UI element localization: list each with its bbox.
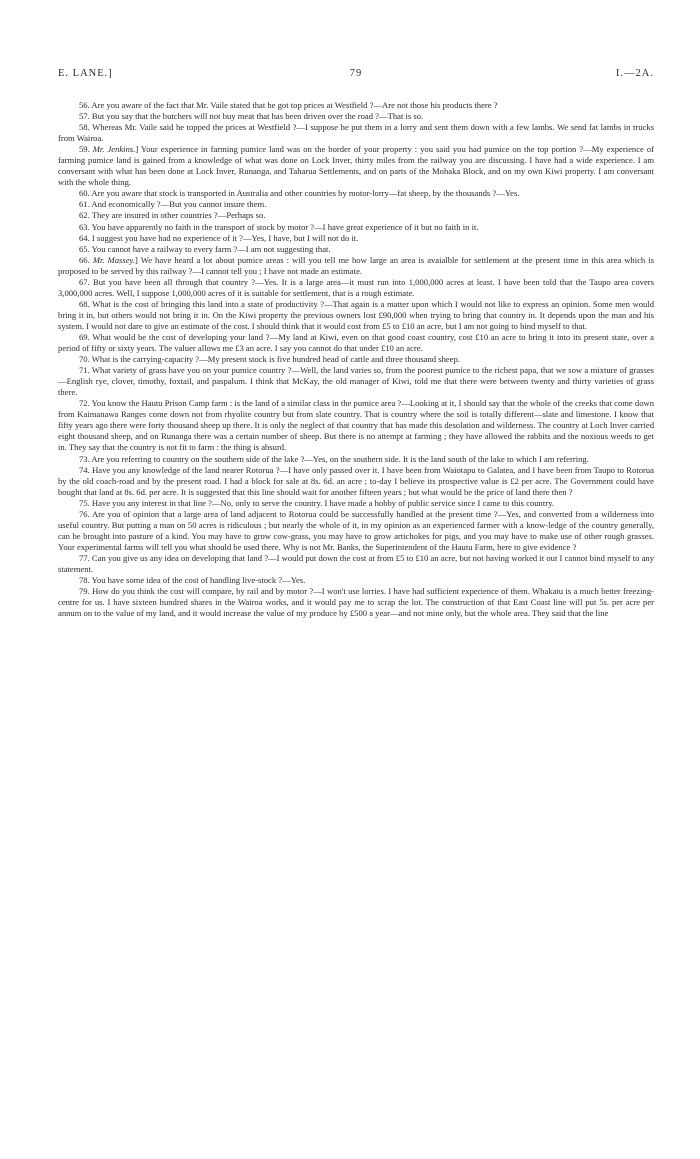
question-paragraph: 68. What is the cost of bringing this land into a state of productivity ?—That again is a matter upon which I would not like to express an opinion. Some men would bring it in, but others would not bring it in. On the Kiwi property the previous owners lost £90,000 when trying to bring that country in. It depends upon the man and his system. I would not dare to give an estimate of the cost. I should think that it would cost from £5 to £10 an acre, but I am not going to bind myself to that. <box>58 298 654 331</box>
question-paragraph: 63. You have apparently no faith in the transport of stock by motor ?—I have great experience of it but no faith in it. <box>79 221 479 232</box>
question-paragraph: 73. Are you referring to country on the southern side of the lake ?—Yes, on the southern side. It is the land south of the lake to which I am referring. <box>79 453 589 464</box>
witness-name-header: E. LANE.] <box>58 68 113 79</box>
question-paragraph: 69. What would be the cost of developing your land ?—My land at Kiwi, even on that good coast country, cost £10 an acre to bring it into its present state, over a period of fifty or sixty years. The valuer allows me £3 an acre. I say you cannot do that under £10 an acre. <box>58 331 654 354</box>
evidence-body <box>58 100 654 619</box>
page-number: 79 <box>349 68 363 79</box>
question-paragraph: 78. You have some idea of the cost of handling live-stock ?—Yes. <box>79 575 306 586</box>
question-paragraph: 59. Mr. Jenkins.] Your experience in farming pumice land was on the border of your property : you said you had pumice on the top portion ?—My experience of farming pumice land is gained from a knowledge of what was done on Lock Inver, thirty miles from the railway you are discussing. I have had a wide experience. I am conversant with what has been done at Lock Inver, Runanga, and Taharua Settlements, and on parts of the Mohaka Block, and on my own Kiwi property. I am conversant with the whole thing. <box>58 144 655 188</box>
question-paragraph: 76. Are you of opinion that a large area of land adjacent to Rotorua could be successfully handled at the present time ?—Yes, and converted from a wilderness into useful country. But putting a man on 50 acres is ridiculous ; but nearly the whole of it, in my opinion as an experienced farmer with a know-ledge of the country generally, can be brought into pasture of a kind. You may have to grow cow-grass, you may have to grow artichokes for pigs, and you may have to make use of other rough grasses. Your experimental farms will tell you what should be used there. Why is not Mr. Banks, the Superintendent of the Hautu Farm, here to give evidence ? <box>58 508 654 552</box>
question-paragraph: 64. I suggest you have had no experience of it ?—Yes, I have, but I will not do it. <box>79 232 359 243</box>
question-paragraph: 58. Whereas Mr. Vaile said he topped the prices at Westfield ?—I suppose he put them in a lorry and sent them down with a few lambs. We send fat lambs in trucks from Wairoa. <box>58 122 654 144</box>
speaker-name: Mr. Massey. <box>92 254 136 265</box>
question-paragraph: 62. They are insured in other countries ?—Perhaps so. <box>79 210 266 221</box>
question-paragraph: 57. But you say that the butchers will not buy meat that has been driven over the road ?—That is so. <box>79 111 424 122</box>
question-paragraph: 75. Have you any interest in that line ?—No, only to serve the country. I have made a hobby of public service since I came to this country. <box>79 497 554 508</box>
question-paragraph: 71. What variety of grass have you on your pumice country ?—Well, the land varies so, from the poorest pumice to the richest papa, that we sow a mixture of grasses—English rye, clover, timothy, foxtail, and paspalum. I think that McKay, the old manager of Kiwi, told me that there were between twenty and thirty varieties of grass there. <box>58 365 654 398</box>
running-head <box>58 68 654 84</box>
question-paragraph: 65. You cannot have a railway to every farm ?—I am not suggesting that. <box>79 243 331 254</box>
question-paragraph: 77. Can you give us any idea on developing that land ?—I would put down the cost at from £5 to £10 an acre, but not having worked it out I cannot bind myself to any statement. <box>58 552 654 574</box>
question-paragraph: 61. And economically ?—But you cannot insure them. <box>79 199 267 210</box>
question-paragraph: 66. Mr. Massey.] We have heard a lot about pumice areas : will you tell me how large an area is avaialble for settlement at the present time in this area which is proposed to be served by this railway ?—I cannot tell you ; I have not made an estimate. <box>58 254 655 276</box>
question-paragraph: 74. Have you any knowledge of the land nearer Rotorua ?—I have only passed over it. I have been from Waiotapu to Galatea, and I have been from Taupo to Rotorua by the old coach-road and by the present road. I had a block for sale at 8s. 6d. an acre ; to-day I believe its prospective value is £2 per acre. The Government could have bought that land at 8s. 6d. per acre. It is suggested that this line should wait for another fifteen years ; but what would be the price of land there then ? <box>58 464 654 497</box>
document-reference: I.—2A. <box>615 68 654 79</box>
question-paragraph: 70. What is the carrying-capacity ?—My present stock is five hundred head of cattle and three thousand sheep. <box>79 354 460 365</box>
question-paragraph: 79. How do you think the cost will compare, by rail and by motor ?—I won't use lorries. I have had sufficient experience of them. Whakatu is a much better freezing-centre for us. I have sixteen hundred shares in the Wairoa works, and it would pay me to scrap the lot. The construction of that East Coast line will put 5s. per acre per annum on to the value of my land, and it would increase the value of my produce by £500 a year—and not mine only, but the whole area. They said that the line <box>58 586 654 619</box>
question-paragraph: 67. But you have been all through that country ?—Yes. It is a large area—it must run into 1,000,000 acres at least. I have been told that the Taupo area covers 3,000,000 acres. Well, I suppose 1,000,000 acres of it is suitable for settlement, that is a rough estimate. <box>58 276 654 298</box>
question-paragraph: 72. You know the Hautu Prison Camp farm : is the land of a similar class in the pumice area ?—Looking at it, I should say that the whole of the creeks that come down from Kaimanawa Ranges come down not from rhyolite country but from slate country. That is country where the soil is totally different—slate and limestone. I know that fifty years ago there were forty thousand sheep up there. It is only the neglect of that country that has made this desolation and wilderness. The country at Loch Inver carried eight thousand sheep, and on Runanga there was a certain number of sheep. But there is no attempt at farming ; they have allowed the rabbits and the noxious weeds to get in. They say that the country is not fit to farm : the thing is absurd. <box>58 398 654 453</box>
question-paragraph: 60. Are you aware that stock is transported in Australia and other countries by motor-lorry—fat sheep, by the thousands ?—Yes. <box>79 188 520 199</box>
speaker-name: Mr. Jenkins. <box>92 144 136 155</box>
question-paragraph: 56. Are you aware of the fact that Mr. Vaile stated that he got top prices at Westfield ?—Are not those his products there ? <box>79 100 498 110</box>
